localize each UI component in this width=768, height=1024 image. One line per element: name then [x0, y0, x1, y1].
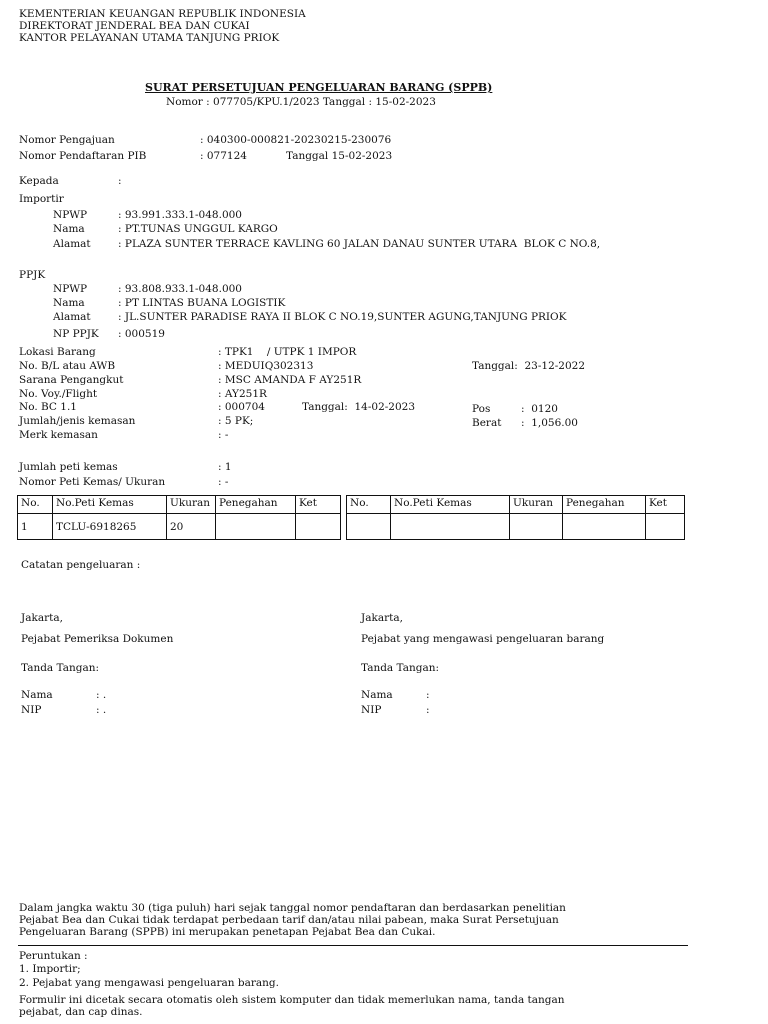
- nomor-peti-value: : -: [218, 476, 229, 488]
- pendaftaran-label: Nomor Pendaftaran PIB: [19, 150, 147, 162]
- pos-label: Pos: [472, 403, 491, 415]
- importir-title: Importir: [19, 193, 64, 205]
- document-title: SURAT PERSETUJUAN PENGELUARAN BARANG (SPPB): [145, 81, 493, 94]
- jumlah-peti-value: : 1: [218, 461, 232, 473]
- ppjk-npwp-label: NPWP: [53, 283, 88, 295]
- detail-label: No. BC 1.1: [19, 401, 77, 413]
- col-header-no: No.: [347, 496, 391, 514]
- sign-right-nama: :: [426, 689, 430, 701]
- sign-left-nama-label: Nama: [21, 689, 53, 701]
- pengajuan-value: : 040300-000821-20230215-230076: [200, 134, 392, 146]
- cell-ket: [646, 514, 685, 540]
- nomor-peti-label: Nomor Peti Kemas/ Ukuran: [19, 476, 166, 488]
- detail-label: Lokasi Barang: [19, 346, 96, 358]
- cell-peti: TCLU-6918265: [53, 514, 167, 540]
- detail-label: Merk kemasan: [19, 429, 98, 441]
- detail-label: No. B/L atau AWB: [19, 360, 116, 372]
- sign-right-city: Jakarta,: [361, 612, 403, 624]
- pendaftaran-date: Tanggal 15-02-2023: [286, 150, 393, 162]
- sign-right-nip-label: NIP: [361, 704, 382, 716]
- footer-line: pejabat, dan cap dinas.: [19, 1006, 143, 1018]
- sign-right-nip: :: [426, 704, 430, 716]
- col-header-peti: No.Peti Kemas: [53, 496, 167, 514]
- ministry-name: KEMENTERIAN KEUANGAN REPUBLIK INDONESIA: [19, 8, 306, 20]
- table-row: [18, 514, 341, 540]
- cell-peti: [391, 514, 510, 540]
- col-header-ket: Ket: [296, 496, 341, 514]
- col-header-ket: Ket: [646, 496, 685, 514]
- ppjk-nama: : PT LINTAS BUANA LOGISTIK: [118, 297, 286, 309]
- sign-left-nip-label: NIP: [21, 704, 42, 716]
- cell-ukuran: 20: [167, 514, 216, 540]
- table-header-row: [347, 496, 685, 514]
- cell-penegahan: [216, 514, 296, 540]
- sign-left-nama: : .: [96, 689, 107, 701]
- ppjk-nama-label: Nama: [53, 297, 85, 309]
- cell-penegahan: [563, 514, 646, 540]
- detail-value: : -: [218, 429, 229, 441]
- document-number: Nomor : 077705/KPU.1/2023 Tanggal : 15-02-2023: [166, 96, 436, 108]
- bl-date: Tanggal: 23-12-2022: [472, 360, 586, 372]
- bc-date: Tanggal: 14-02-2023: [302, 401, 416, 413]
- sign-left-city: Jakarta,: [21, 612, 63, 624]
- berat-label: Berat: [472, 417, 502, 429]
- detail-label: Sarana Pengangkut: [19, 374, 124, 386]
- pengajuan-label: Nomor Pengajuan: [19, 134, 115, 146]
- detail-label: No. Voy./Flight: [19, 388, 98, 400]
- pendaftaran-value: : 077124: [200, 150, 247, 162]
- container-table-right: [346, 495, 685, 540]
- col-header-penegahan: Penegahan: [563, 496, 646, 514]
- detail-value: : 000704: [218, 401, 265, 413]
- sign-right-tanda: Tanda Tangan:: [361, 662, 440, 674]
- kepada-colon: :: [118, 175, 122, 187]
- importir-npwp: : 93.991.333.1-048.000: [118, 209, 242, 221]
- sign-right-nama-label: Nama: [361, 689, 393, 701]
- detail-label: Jumlah/jenis kemasan: [19, 415, 136, 427]
- pos-value: : 0120: [521, 403, 558, 415]
- peruntukan-item: 1. Importir;: [19, 963, 81, 975]
- col-header-peti: No.Peti Kemas: [391, 496, 510, 514]
- col-header-ukuran: Ukuran: [167, 496, 216, 514]
- directorate-name: DIREKTORAT JENDERAL BEA DAN CUKAI: [19, 20, 250, 32]
- importir-nama: : PT.TUNAS UNGGUL KARGO: [118, 223, 278, 235]
- importir-npwp-label: NPWP: [53, 209, 88, 221]
- divider: [18, 945, 688, 946]
- importir-alamat: : PLAZA SUNTER TERRACE KAVLING 60 JALAN DANAU SUNTER UTARA BLOK C NO.8,: [118, 238, 601, 250]
- detail-value: : 5 PK;: [218, 415, 254, 427]
- jumlah-peti-label: Jumlah peti kemas: [19, 461, 118, 473]
- notice-line: Dalam jangka waktu 30 (tiga puluh) hari sejak tanggal nomor pendaftaran dan berdasarkan penelitian: [19, 902, 566, 914]
- col-header-ukuran: Ukuran: [510, 496, 563, 514]
- cell-ukuran: [510, 514, 563, 540]
- kepada-label: Kepada: [19, 175, 59, 187]
- detail-value: : MEDUIQ302313: [218, 360, 314, 372]
- detail-value: : TPK1 / UTPK 1 IMPOR: [218, 346, 357, 358]
- ppjk-npwp: : 93.808.933.1-048.000: [118, 283, 242, 295]
- cell-no: 1: [18, 514, 53, 540]
- ppjk-np-label: NP PPJK: [53, 328, 99, 340]
- importir-alamat-label: Alamat: [53, 238, 91, 250]
- col-header-penegahan: Penegahan: [216, 496, 296, 514]
- peruntukan-title: Peruntukan :: [19, 950, 88, 962]
- berat-value: : 1,056.00: [521, 417, 578, 429]
- notice-line: Pejabat Bea dan Cukai tidak terdapat perbedaan tarif dan/atau nilai pabean, maka Surat Persetujuan: [19, 914, 559, 926]
- peruntukan-item: 2. Pejabat yang mengawasi pengeluaran barang.: [19, 977, 279, 989]
- col-header-no: No.: [18, 496, 53, 514]
- sign-left-role: Pejabat Pemeriksa Dokumen: [21, 633, 174, 645]
- table-header-row: [18, 496, 341, 514]
- sign-left-nip: : .: [96, 704, 107, 716]
- detail-value: : MSC AMANDA F AY251R: [218, 374, 362, 386]
- ppjk-title: PPJK: [19, 269, 46, 281]
- importir-nama-label: Nama: [53, 223, 85, 235]
- cell-ket: [296, 514, 341, 540]
- table-row: [347, 514, 685, 540]
- ppjk-np: : 000519: [118, 328, 165, 340]
- notice-line: Pengeluaran Barang (SPPB) ini merupakan penetapan Pejabat Bea dan Cukai.: [19, 926, 436, 938]
- cell-no: [347, 514, 391, 540]
- catatan-label: Catatan pengeluaran :: [21, 559, 141, 571]
- footer-line: Formulir ini dicetak secara otomatis oleh sistem komputer dan tidak memerlukan nama, tanda tangan: [19, 994, 565, 1006]
- container-table-left: [17, 495, 341, 540]
- detail-value: : AY251R: [218, 388, 267, 400]
- sign-left-tanda: Tanda Tangan:: [21, 662, 100, 674]
- ppjk-alamat: : JL.SUNTER PARADISE RAYA II BLOK C NO.19,SUNTER AGUNG,TANJUNG PRIOK: [118, 311, 567, 323]
- office-name: KANTOR PELAYANAN UTAMA TANJUNG PRIOK: [19, 32, 280, 44]
- ppjk-alamat-label: Alamat: [53, 311, 91, 323]
- sign-right-role: Pejabat yang mengawasi pengeluaran barang: [361, 633, 605, 645]
